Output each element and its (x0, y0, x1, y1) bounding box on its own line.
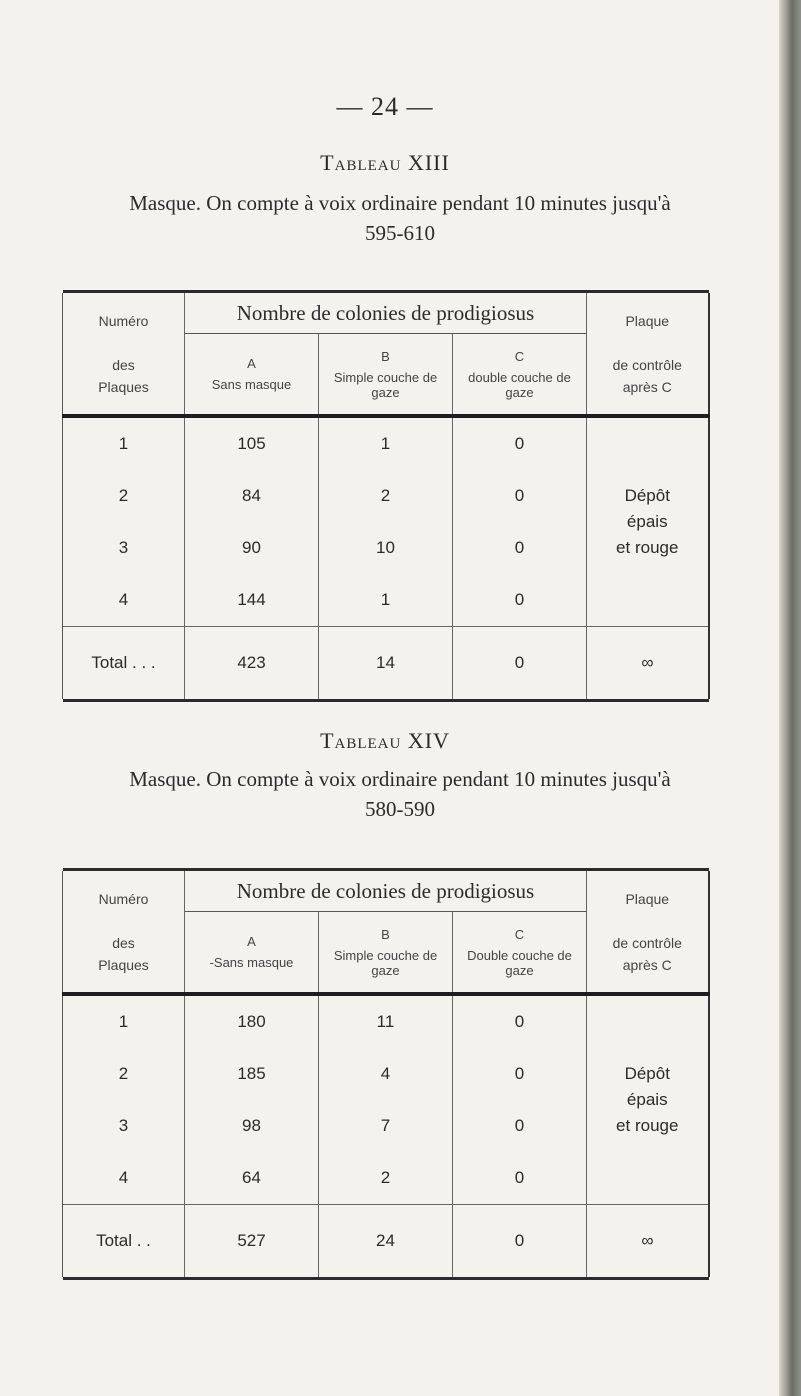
caption-range: 580-590 (365, 797, 435, 821)
subheader-label: double couche de gaze (468, 369, 571, 400)
caption-range: 595-610 (365, 221, 435, 245)
caption-text: Masque. On compte à voix ordinaire pendant 10 minutes jusqu'à (129, 191, 671, 215)
count-c: 0 (453, 418, 587, 470)
count-b: 11 (319, 996, 453, 1048)
table-row (63, 996, 709, 1048)
header-line: après C (622, 378, 672, 395)
column-header-control (587, 871, 709, 994)
total-b: 14 (319, 627, 453, 700)
note-line: épais (626, 1090, 668, 1109)
count-c: 0 (453, 522, 587, 574)
count-b: 4 (319, 1048, 453, 1100)
subheader-a (185, 912, 319, 995)
data-table-xiii (62, 290, 710, 702)
column-header-number (63, 871, 185, 994)
subheader-letter: C (514, 926, 525, 942)
count-a: 98 (185, 1100, 319, 1152)
total-label: Total . . . (63, 627, 185, 700)
subheader-label: Sans masque (211, 377, 292, 392)
note-line: et rouge (616, 1116, 679, 1135)
total-a: 423 (185, 627, 319, 700)
header-line: Numéro (98, 890, 149, 907)
total-b: 24 (319, 1205, 453, 1278)
subheader-label: Simple couche de gaze (333, 947, 438, 978)
subheader-b (319, 912, 453, 995)
table-title-xiv: Tableau XIV (320, 728, 450, 753)
header-line: des (112, 934, 135, 951)
header-line: des (112, 356, 135, 373)
subheader-c (453, 334, 587, 417)
subheader-a (185, 334, 319, 417)
count-a: 185 (185, 1048, 319, 1100)
total-control: ∞ (587, 627, 709, 700)
note-line: et rouge (616, 538, 679, 557)
count-c: 0 (453, 1152, 587, 1205)
table-title-xiii: Tableau XIII (320, 150, 450, 175)
subheader-letter: C (514, 348, 525, 364)
count-c: 0 (453, 1048, 587, 1100)
total-c: 0 (453, 627, 587, 700)
plate-number: 1 (63, 996, 185, 1048)
count-a: 144 (185, 574, 319, 627)
count-c: 0 (453, 574, 587, 627)
plate-number: 3 (63, 1100, 185, 1152)
plate-number: 3 (63, 522, 185, 574)
count-c: 0 (453, 1100, 587, 1152)
count-b: 1 (319, 574, 453, 627)
total-a: 527 (185, 1205, 319, 1278)
caption-text: Masque. On compte à voix ordinaire pendant 10 minutes jusqu'à (129, 767, 671, 791)
total-control: ∞ (587, 1205, 709, 1278)
count-a: 105 (185, 418, 319, 470)
plate-number: 2 (63, 470, 185, 522)
column-header-control (587, 293, 709, 416)
table-caption-xiv (60, 764, 740, 824)
plate-number: 1 (63, 418, 185, 470)
subheader-label: -Sans masque (209, 955, 294, 970)
subheader-label: Double couche de gaze (467, 947, 572, 978)
count-b: 7 (319, 1100, 453, 1152)
table-caption-xiii (60, 188, 740, 248)
total-c: 0 (453, 1205, 587, 1278)
data-table-xiv (62, 868, 710, 1280)
header-line: de contrôle (612, 934, 682, 951)
header-line: Plaques (98, 956, 149, 973)
total-row (63, 1205, 709, 1278)
note-line: Dépôt (624, 1064, 670, 1083)
count-b: 2 (319, 1152, 453, 1205)
subheader-label: Simple couche de gaze (333, 369, 438, 400)
subheader-letter: B (381, 348, 390, 364)
header-line: Plaque (625, 312, 670, 329)
table-row (63, 418, 709, 470)
header-line: de contrôle (612, 356, 682, 373)
plate-number: 2 (63, 1048, 185, 1100)
control-note (587, 418, 709, 627)
count-a: 64 (185, 1152, 319, 1205)
count-c: 0 (453, 470, 587, 522)
header-line: après C (622, 956, 672, 973)
count-a: 90 (185, 522, 319, 574)
count-b: 1 (319, 418, 453, 470)
header-line: Plaque (625, 890, 670, 907)
column-header-number (63, 293, 185, 416)
page-number: — 24 — (336, 92, 434, 121)
plate-number: 4 (63, 1152, 185, 1205)
page-edge-shadow (779, 0, 801, 1396)
header-line: Plaques (98, 378, 149, 395)
note-line: épais (626, 512, 668, 531)
total-row (63, 627, 709, 700)
subheader-b (319, 334, 453, 417)
subheader-letter: A (247, 934, 256, 949)
plate-number: 4 (63, 574, 185, 627)
subheader-letter: A (247, 356, 256, 371)
count-b: 2 (319, 470, 453, 522)
header-line: Numéro (98, 312, 149, 329)
control-note (587, 996, 709, 1205)
count-a: 84 (185, 470, 319, 522)
count-c: 0 (453, 996, 587, 1048)
total-label: Total . . (63, 1205, 185, 1278)
count-b: 10 (319, 522, 453, 574)
subheader-c (453, 912, 587, 995)
subheader-letter: B (381, 926, 390, 942)
note-line: Dépôt (624, 486, 670, 505)
count-a: 180 (185, 996, 319, 1048)
group-header: Nombre de colonies de prodigiosus (185, 871, 587, 912)
group-header: Nombre de colonies de prodigiosus (185, 293, 587, 334)
